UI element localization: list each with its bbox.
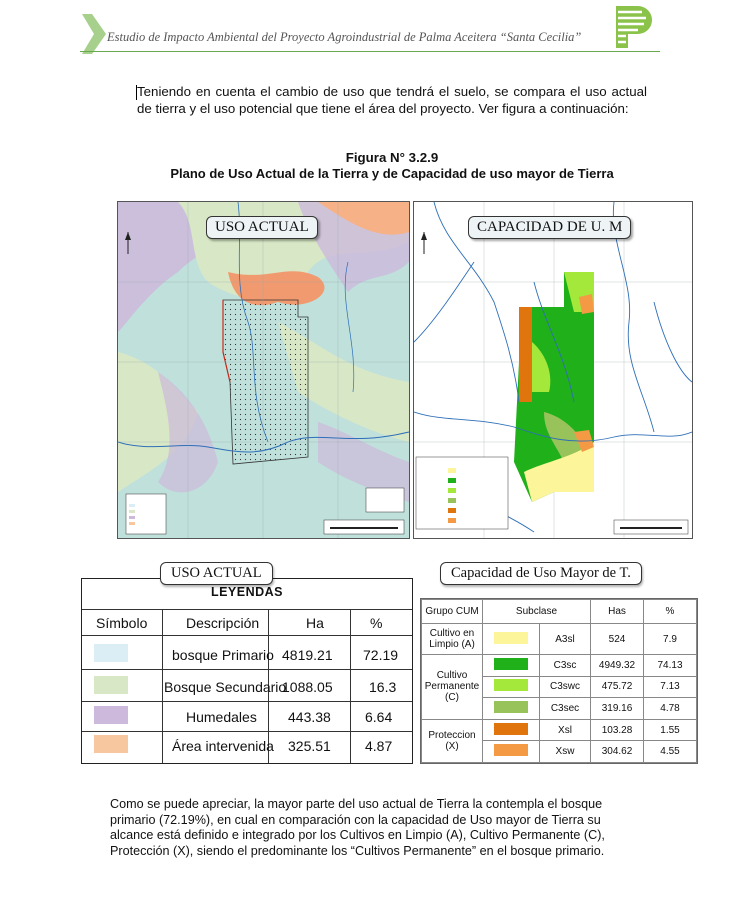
header-chevron-icon — [82, 14, 106, 54]
legend-row — [82, 641, 412, 669]
group-name: Cultivo en Limpio (A) — [422, 624, 483, 655]
company-logo — [614, 4, 654, 50]
subclass-pct: 7.13 — [644, 676, 697, 698]
subclass-code: C3sc — [540, 655, 591, 677]
header-has: Has — [591, 600, 644, 624]
subclass-code: C3swc — [540, 676, 591, 698]
header-grupo: Grupo CUM — [422, 600, 483, 624]
subclass-pct: 74.13 — [644, 655, 697, 677]
legend-desc: bosque Primario — [172, 647, 274, 663]
legend-swatch — [494, 701, 528, 713]
header-title: Estudio de Impacto Ambiental del Proyecto Agroindustrial de Palma Aceitera “Santa Cecilia” — [107, 30, 582, 44]
map-uso-actual-label: USO ACTUAL — [206, 216, 318, 239]
legend-ha: 325.51 — [288, 738, 331, 754]
legend-swatch — [494, 723, 528, 735]
legend-ha: 1088.05 — [282, 679, 333, 695]
header-ha: Ha — [306, 615, 324, 631]
legend-pct: 16.3 — [369, 679, 397, 695]
legend-desc: Humedales — [186, 709, 257, 725]
legend-uso-actual-tab: USO ACTUAL — [160, 562, 273, 585]
legend-swatch — [94, 735, 128, 753]
subclass-pct: 4.55 — [644, 741, 697, 763]
subclass-code: A3sl — [540, 624, 591, 655]
legend-desc: Área intervenida — [172, 738, 274, 754]
group-name: Proteccion (X) — [422, 719, 483, 762]
legend-swatch — [494, 658, 528, 670]
subclass-has: 4949.32 — [591, 655, 644, 677]
header-descripcion: Descripción — [186, 615, 260, 631]
group-name: Cultivo Permanente (C) — [422, 655, 483, 720]
legend-desc: Bosque Secundario — [164, 679, 287, 695]
legend-swatch — [494, 679, 528, 691]
legend-swatch — [494, 632, 528, 644]
header-simbolo: Símbolo — [96, 615, 148, 631]
legend-title: LEYENDAS — [210, 585, 284, 599]
subclass-has: 475.72 — [591, 676, 644, 698]
subclass-pct: 1.55 — [644, 719, 697, 741]
legend-uso-actual — [81, 578, 413, 764]
subclass-has: 524 — [591, 624, 644, 655]
header-pct: % — [370, 615, 383, 631]
header — [0, 0, 736, 60]
map-capacidad-label: CAPACIDAD DE U. M — [468, 216, 631, 239]
header-pct: % — [644, 600, 697, 624]
legend-pct: 4.87 — [365, 738, 393, 754]
subclass-code: Xsl — [540, 719, 591, 741]
figure-title: Plano de Uso Actual de la Tierra y de Capacidad de uso mayor de Tierra — [170, 166, 614, 181]
subclass-pct: 7.9 — [644, 624, 697, 655]
legend-pct: 72.19 — [363, 647, 399, 663]
header-subclase: Subclase — [483, 600, 591, 624]
subclass-has: 319.16 — [591, 698, 644, 720]
legend-pct: 6.64 — [365, 709, 393, 725]
subclass-has: 103.28 — [591, 719, 644, 741]
legend-header-row — [82, 609, 412, 635]
legend-swatch — [94, 706, 128, 724]
legend-swatch — [94, 644, 128, 662]
conclusion-paragraph: Como se puede apreciar, la mayor parte del uso actual de Tierra la contempla el bosque primario (72.19%), en cual en comparación con la capacidad de Uso mayor de Tierra su alcance está definido e integrado por los Cultivos en Limpio (A), Cultivo Permanente (C), Protección (X), siendo el predominante los “Cultivos Permanente” en el bosque primario. — [110, 797, 605, 859]
legend-swatch — [94, 676, 128, 694]
subclass-code: Xsw — [540, 741, 591, 763]
legend-row — [82, 703, 412, 731]
legend-ha: 443.38 — [288, 709, 331, 725]
legend-capacidad-tab: Capacidad de Uso Mayor de T. — [440, 562, 642, 585]
map-uso-actual — [117, 201, 410, 539]
legend-row — [82, 732, 412, 760]
subclass-has: 304.62 — [591, 741, 644, 763]
header-divider — [80, 51, 660, 52]
map-capacidad-uso-mayor — [413, 201, 693, 539]
subclass-code: C3sec — [540, 698, 591, 720]
legend-row — [82, 673, 412, 701]
legend-ha: 4819.21 — [282, 647, 333, 663]
figure-number: Figura N° 3.2.9 — [345, 150, 439, 165]
intro-paragraph: Teniendo en cuenta el cambio de uso que tendrá el suelo, se compara el uso actual de tierra y el uso potencial que tiene el área del proyecto. Ver figura a continuación: — [137, 84, 647, 116]
legend-swatch — [494, 744, 528, 756]
subclass-pct: 4.78 — [644, 698, 697, 720]
legend-capacidad-uso-mayor — [420, 598, 698, 764]
